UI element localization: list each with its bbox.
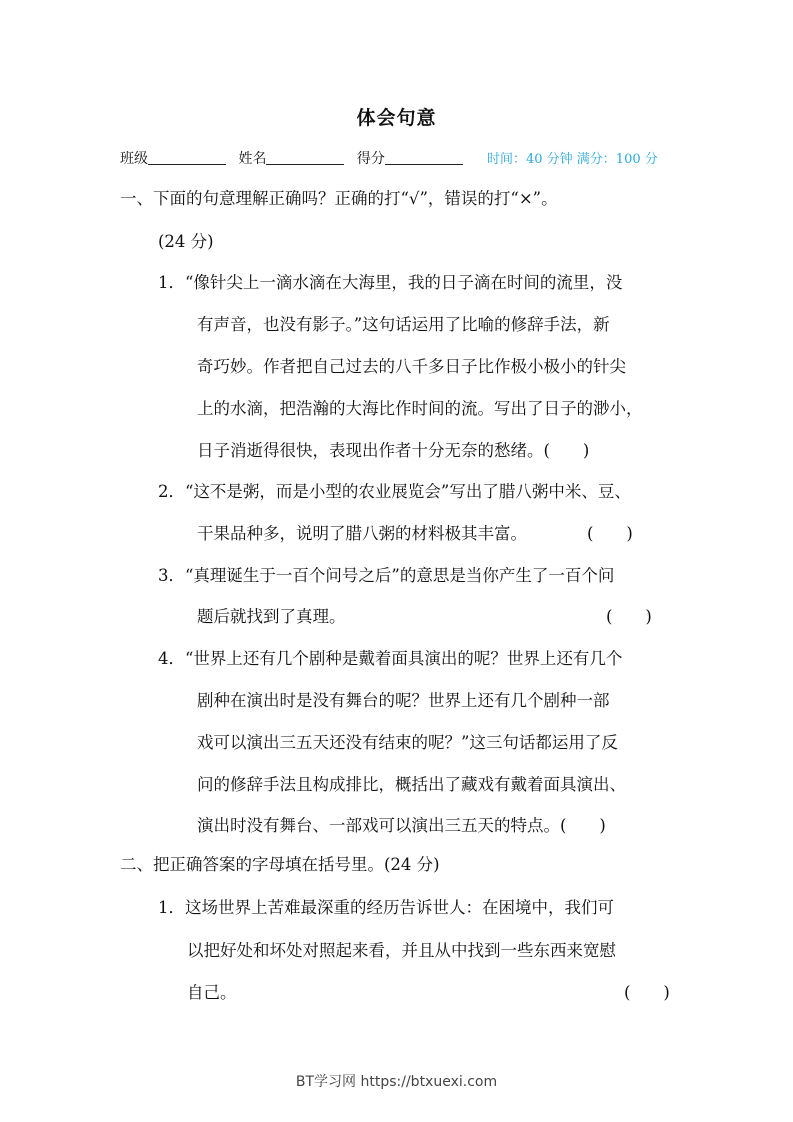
s1-item4-line3: 戏可以演出三五天还没有结束的呢？”这三句话都运用了反 [197, 733, 618, 752]
s1-item3-line2: 题后就找到了真理。 [197, 607, 346, 626]
section1-score: (24 分) [158, 232, 214, 251]
s1-item4-line2: 剧种在演出时是没有舞台的呢？世界上还有几个剧种一部 [197, 691, 610, 710]
class-field [120, 148, 226, 168]
s1-item4-line4: 问的修辞手法且构成排比，概括出了藏戏有戴着面具演出、 [197, 775, 626, 794]
score-blank[interactable] [385, 150, 463, 165]
name-label: 姓名 [238, 151, 267, 167]
s1-item4-line5: 演出时没有舞台、一部戏可以演出三五天的特点。( ) [197, 816, 606, 835]
time-score-meta: 时间：40 分钟 满分：100 分 [487, 152, 658, 167]
s1-item4-line1: 4．“世界上还有几个剧种是戴着面具演出的呢？世界上还有几个 [158, 649, 623, 668]
s1-item1-line4: 上的水滴，把浩瀚的大海比作时间的流。写出了日子的渺小， [197, 399, 643, 418]
score-label: 得分 [356, 151, 385, 167]
s1-item2-line1: 2．“这不是粥，而是小型的农业展览会”写出了腊八粥中米、豆、 [158, 482, 631, 501]
s1-item3-answer-bracket[interactable]: ( ) [606, 607, 652, 626]
name-blank[interactable] [266, 150, 344, 165]
s1-item2-answer-bracket[interactable]: ( ) [587, 524, 633, 543]
s1-item1-line5: 日子消逝得很快，表现出作者十分无奈的愁绪。( ) [197, 441, 590, 460]
class-label: 班级 [120, 151, 148, 167]
page-title: 体会句意 [356, 107, 437, 129]
footer-watermark[interactable]: BT学习网 https://btxuexi.com [295, 1074, 498, 1090]
s1-item2-line2: 干果品种多，说明了腊八粥的材料极其丰富。 [197, 524, 527, 543]
class-blank[interactable] [148, 150, 226, 165]
s1-item1-line2: 有声音，也没有影子。”这句话运用了比喻的修辞手法，新 [197, 315, 610, 334]
s2-item1-line3: 自己。 [187, 983, 237, 1002]
s2-item1-line2: 以把好处和坏处对照起来看，并且从中找到一些东西来宽慰 [187, 941, 616, 960]
s2-item1-line1: 1．这场世界上苦难最深重的经历告诉世人：在困境中，我们可 [158, 898, 614, 917]
s1-item3-line1: 3．“真理诞生于一百个问号之后”的意思是当你产生了一百个问 [158, 566, 615, 585]
section1-heading: 一、下面的句意理解正确吗？正确的打“√”，错误的打“×”。 [120, 189, 558, 208]
s2-item1-answer-bracket[interactable]: ( ) [624, 983, 670, 1002]
s1-item1-line3: 奇巧妙。作者把自己过去的八千多日子比作极小极小的针尖 [197, 357, 626, 376]
score-field [357, 148, 463, 168]
s1-item1-line1: 1．“像针尖上一滴水滴在大海里，我的日子滴在时间的流里，没 [158, 273, 623, 292]
section2-heading: 二、把正确答案的字母填在括号里。(24 分) [120, 855, 440, 874]
info-row [120, 148, 680, 168]
name-field [238, 148, 344, 168]
